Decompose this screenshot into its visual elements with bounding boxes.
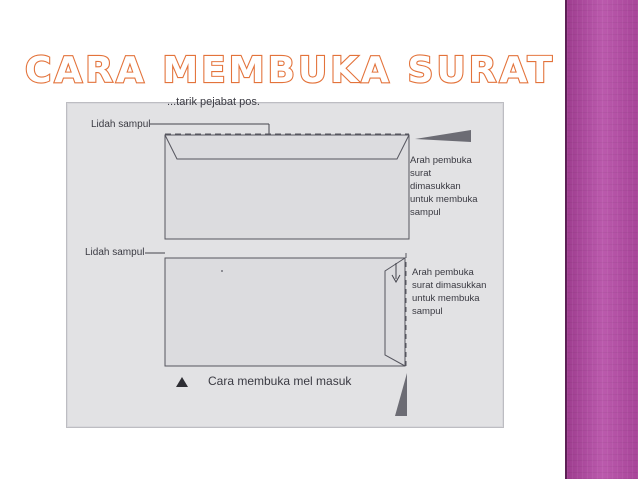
- decorative-side-bar: [567, 0, 638, 479]
- slide-title-graphic: [24, 44, 556, 94]
- letter-opener-icon: [395, 373, 407, 416]
- letter-opener-icon: [415, 130, 471, 142]
- triangle-up-icon: [176, 377, 188, 387]
- top-flap-label: Lidah sampul: [91, 119, 151, 130]
- top-direction-text: Arah pembuka surat dimasukkan untuk membuka sampul: [410, 155, 478, 218]
- bottom-envelope: [165, 258, 405, 366]
- diagram-caption: Cara membuka mel masuk: [208, 374, 352, 388]
- envelope-diagram: [67, 96, 503, 427]
- bottom-flap-label: Lidah sampul: [85, 247, 145, 258]
- instruction-photo: [66, 96, 504, 428]
- bottom-envelope-diagram: [85, 247, 489, 416]
- speck: [221, 270, 223, 272]
- cut-off-text: ...tarik pejabat pos.: [167, 96, 260, 108]
- top-envelope-diagram: [91, 119, 480, 239]
- slide-title: [24, 44, 556, 94]
- bottom-direction-text: Arah pembuka surat dimasukkan untuk membuka sampul: [412, 267, 487, 317]
- slide-title-text: CARA MEMBUKA SURAT: [24, 50, 556, 91]
- top-envelope: [165, 135, 409, 239]
